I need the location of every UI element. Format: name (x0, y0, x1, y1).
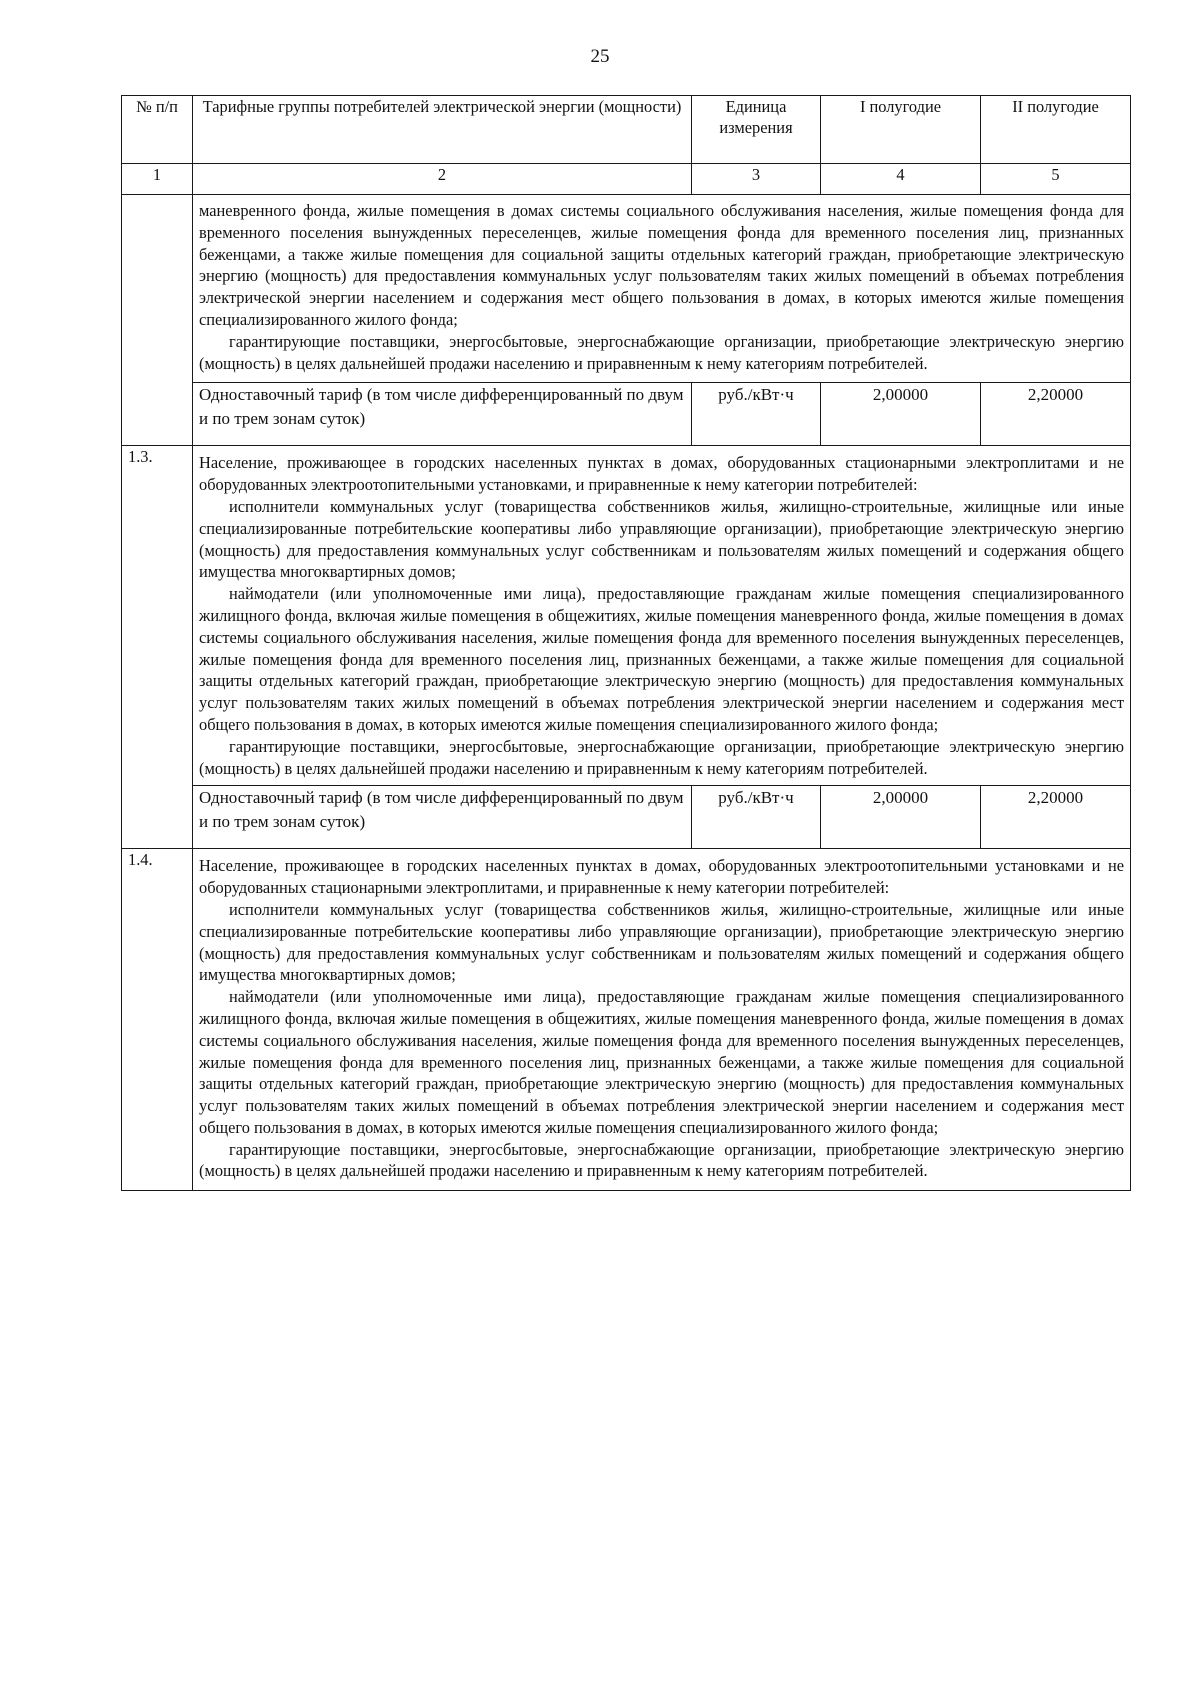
header-tariff-group: Тарифные группы потребителей электрической энергии (мощности) (193, 96, 692, 164)
continuation-description (193, 195, 1131, 383)
row-1-3-tariff-row (122, 786, 1131, 849)
paragraph: наймодатели (или уполномоченные ими лица), предоставляющие гражданам жилые помещения специализированного жилищного фонда, включая жилые помещения в общежитиях, жилые помещения маневренного фонда, жилые помещения в домах системы социального обслуживания населения, жилые помещения фонда для временного поселения вынужденных переселенцев, жилые помещения фонда для временного поселения лиц, признанных беженцами, а также жилые помещения для социальной защиты отдельных категорий граждан, приобретающие электрическую энергию (мощность) для предоставления коммунальных услуг пользователям таких жилых помещений в объемах потребления электрической энергии населением и содержания мест общего пользования в домах, в которых имеются жилые помещения специализированного жилого фонда; (199, 987, 1124, 1137)
paragraph: исполнители коммунальных услуг (товарищества собственников жилья, жилищно-строительные, жилищные или иные специализированные потребительские кооперативы либо управляющие организации), приобретающие электрическую энергию (мощность) для предоставления коммунальных услуг собственникам и пользователям жилых помещений и содержания общего имущества многоквартирных домов; (199, 899, 1124, 985)
column-index: 3 (692, 164, 821, 195)
paragraph: маневренного фонда, жилые помещения в домах системы социального обслуживания населения, жилые помещения фонда для временного поселения вынужденных переселенцев, жилые помещения фонда для временного поселения лиц, признанных беженцами, а также жилые помещения для социальной защиты отдельных категорий граждан, приобретающие электрическую энергию (мощность) для предоставления коммунальных услуг пользователям таких жилых помещений в объемах потребления электрической энергии населением и содержания мест общего пользования в домах, в которых имеются жилые помещения специализированного жилого фонда; (199, 201, 1124, 329)
header-number: № п/п (122, 96, 193, 164)
tariff-table (121, 95, 1131, 1191)
page-number: 25 (590, 46, 610, 67)
header-unit: Единица измерения (692, 96, 821, 164)
header-first-half: I полугодие (821, 96, 981, 164)
tariff-second-half-value: 2,20000 (981, 383, 1131, 446)
tariff-second-half-value: 2,20000 (981, 786, 1131, 849)
continuation-description-row (122, 195, 1131, 383)
column-index: 2 (193, 164, 692, 195)
row-1-3-description-row (122, 446, 1131, 786)
row-number: 1.3. (122, 446, 193, 849)
row-1-3-description (193, 446, 1131, 786)
column-index: 5 (981, 164, 1131, 195)
tariff-unit: руб./кВт·ч (692, 786, 821, 849)
paragraph: наймодатели (или уполномоченные ими лица), предоставляющие гражданам жилые помещения специализированного жилищного фонда, включая жилые помещения в общежитиях, жилые помещения маневренного фонда, жилые помещения в домах системы социального обслуживания населения, жилые помещения фонда для временного поселения вынужденных переселенцев, жилые помещения фонда для временного поселения лиц, признанных беженцами, а также жилые помещения для социальной защиты отдельных категорий граждан, приобретающие электрическую энергию (мощность) для предоставления коммунальных услуг пользователям таких жилых помещений в объемах потребления электрической энергии населением и содержания мест общего пользования в домах, в которых имеются жилые помещения специализированного жилого фонда; (199, 584, 1124, 734)
row-number: 1.4. (122, 849, 193, 1191)
column-index: 4 (821, 164, 981, 195)
paragraph: Население, проживающее в городских населенных пунктах в домах, оборудованных электроотопительными установками и не оборудованных стационарными электроплитами, и приравненные к нему категории потребителей: (199, 856, 1124, 898)
tariff-unit: руб./кВт·ч (692, 383, 821, 446)
table-header-row (122, 96, 1131, 164)
paragraph: гарантирующие поставщики, энергосбытовые, энергоснабжающие организации, приобретающие электрическую энергию (мощность) в целях дальнейшей продажи населению и приравненным к нему категориям потребителей. (199, 331, 1124, 373)
paragraph: Население, проживающее в городских населенных пунктах в домах, оборудованных стационарными электроплитами и не оборудованных электроотопительными установками, и приравненные к нему категории потребителей: (199, 453, 1124, 495)
column-index-row (122, 164, 1131, 195)
column-index: 1 (122, 164, 193, 195)
continuation-number-cell (122, 195, 193, 446)
continuation-tariff-row (122, 383, 1131, 446)
tariff-first-half-value: 2,00000 (821, 383, 981, 446)
tariff-label: Одноставочный тариф (в том числе дифференцированный по двум и по трем зонам суток) (193, 786, 692, 849)
row-1-4-description (193, 849, 1131, 1191)
paragraph: гарантирующие поставщики, энергосбытовые, энергоснабжающие организации, приобретающие электрическую энергию (мощность) в целях дальнейшей продажи населению и приравненным к нему категориям потребителей. (199, 1139, 1124, 1181)
tariff-first-half-value: 2,00000 (821, 786, 981, 849)
paragraph: исполнители коммунальных услуг (товарищества собственников жилья, жилищно-строительные, жилищные или иные специализированные потребительские кооперативы либо управляющие организации), приобретающие электрическую энергию (мощность) для предоставления коммунальных услуг собственникам и пользователям жилых помещений и содержания общего имущества многоквартирных домов; (199, 496, 1124, 582)
header-second-half: II полугодие (981, 96, 1131, 164)
paragraph: гарантирующие поставщики, энергосбытовые, энергоснабжающие организации, приобретающие электрическую энергию (мощность) в целях дальнейшей продажи населению и приравненным к нему категориям потребителей. (199, 736, 1124, 778)
row-1-4-description-row (122, 849, 1131, 1191)
tariff-label: Одноставочный тариф (в том числе дифференцированный по двум и по трем зонам суток) (193, 383, 692, 446)
